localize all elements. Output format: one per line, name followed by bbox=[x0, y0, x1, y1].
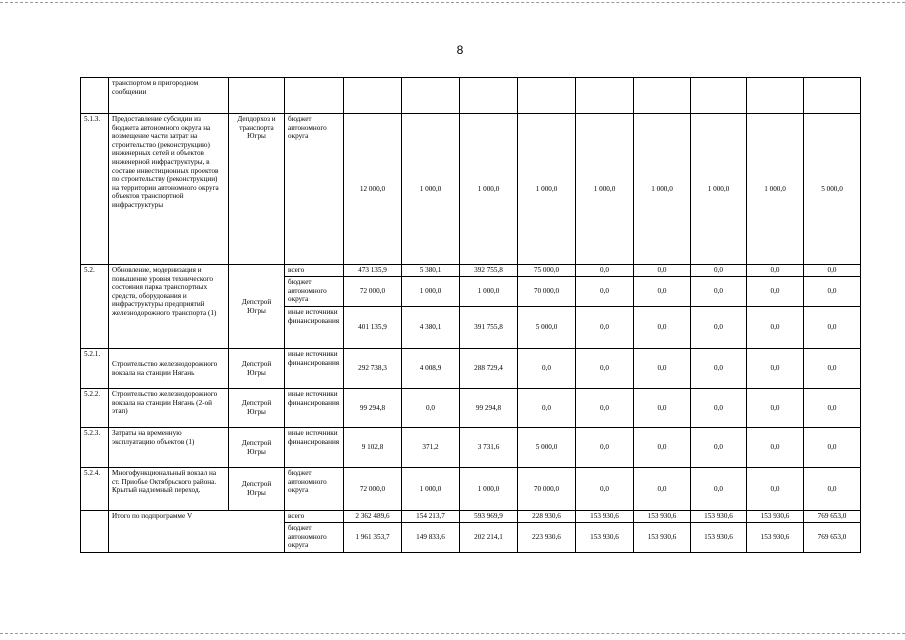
value-year: 1 000,0 bbox=[402, 114, 460, 265]
scan-edge-bottom bbox=[0, 633, 905, 634]
value-year: 0,0 bbox=[691, 265, 747, 277]
value-year: 0,0 bbox=[634, 265, 691, 277]
value-total: 401 135,9 bbox=[344, 307, 402, 349]
table-row-5-2-total bbox=[81, 265, 861, 277]
source-cell: бюджет автономного округа bbox=[285, 277, 344, 307]
value-total: 1 961 353,7 bbox=[344, 523, 402, 553]
source-cell: бюджет автономного округа bbox=[285, 523, 344, 553]
resp-cell bbox=[229, 78, 285, 114]
value-year: 153 930,6 bbox=[747, 511, 804, 523]
resp-cell: Депстрой Югры bbox=[229, 265, 285, 349]
value-period: 0,0 bbox=[804, 389, 861, 428]
value-total: 9 102,8 bbox=[344, 428, 402, 468]
table-row-continuation bbox=[81, 78, 861, 114]
value-year: 5 000,0 bbox=[518, 428, 576, 468]
value-total: 72 000,0 bbox=[344, 468, 402, 511]
value-year: 392 755,8 bbox=[460, 265, 518, 277]
value-year: 1 000,0 bbox=[747, 114, 804, 265]
measure-name-cell: Строительство железнодорожного вокзала на станции Нягань bbox=[109, 349, 229, 389]
value-year: 0,0 bbox=[576, 349, 634, 389]
value-period: 0,0 bbox=[804, 468, 861, 511]
value-year: 1 000,0 bbox=[691, 114, 747, 265]
value-year: 99 294,8 bbox=[460, 389, 518, 428]
value-period: 0,0 bbox=[804, 265, 861, 277]
value-year: 153 930,6 bbox=[576, 523, 634, 553]
value-year: 0,0 bbox=[691, 307, 747, 349]
value-year: 153 930,6 bbox=[691, 523, 747, 553]
page-number: 8 bbox=[456, 43, 464, 57]
source-cell: иные источники финансирования bbox=[285, 307, 344, 349]
value-year: 0,0 bbox=[518, 389, 576, 428]
value-year: 0,0 bbox=[576, 468, 634, 511]
value-year: 223 930,6 bbox=[518, 523, 576, 553]
table-row-5-2-2 bbox=[81, 389, 861, 428]
measure-name-cell: Обновление, модернизация и повышение уровня технического состояния парка транспортных средств, оборудования и инфраструктуры предприятий железнодорожного транспорта (1) bbox=[109, 265, 229, 349]
value-year: 0,0 bbox=[576, 265, 634, 277]
value-year: 0,0 bbox=[402, 389, 460, 428]
source-cell bbox=[285, 78, 344, 114]
measure-name-cell: транспортом в пригородном сообщении bbox=[109, 78, 229, 114]
value-period: 5 000,0 bbox=[804, 114, 861, 265]
value-period: 0,0 bbox=[804, 307, 861, 349]
value-total: 99 294,8 bbox=[344, 389, 402, 428]
code-cell: 5.2. bbox=[81, 265, 109, 349]
value-year: 0,0 bbox=[691, 428, 747, 468]
source-cell: иные источники финансирования bbox=[285, 349, 344, 389]
value-year: 1 000,0 bbox=[634, 114, 691, 265]
value-year: 1 000,0 bbox=[518, 114, 576, 265]
value-year: 0,0 bbox=[691, 468, 747, 511]
value-year: 1 000,0 bbox=[460, 468, 518, 511]
value-year: 0,0 bbox=[747, 349, 804, 389]
value-year: 0,0 bbox=[691, 277, 747, 307]
value-year: 153 930,6 bbox=[634, 523, 691, 553]
value-year: 0,0 bbox=[634, 468, 691, 511]
value-year: 0,0 bbox=[747, 307, 804, 349]
table-row-5-2-4 bbox=[81, 468, 861, 511]
scan-edge-top bbox=[0, 2, 905, 3]
value-year: 0,0 bbox=[634, 428, 691, 468]
code-cell: 5.2.3. bbox=[81, 428, 109, 468]
value-year: 371,2 bbox=[402, 428, 460, 468]
value-year: 1 000,0 bbox=[576, 114, 634, 265]
value-year: 0,0 bbox=[576, 307, 634, 349]
source-cell: всего bbox=[285, 511, 344, 523]
source-cell: бюджет автономного округа bbox=[285, 468, 344, 511]
table-row-5-1-3 bbox=[81, 114, 861, 265]
measure-name-cell: Предоставление субсидии из бюджета автономного округа на возмещение части затрат на строительство (реконструкцию) инженерных сетей и объектов инженерной инфраструктуры, в составе инвестиционных проектов по строительству (реконструкции) на территории автономного округа объектов транспортной инфраструктуры bbox=[109, 114, 229, 265]
code-cell: 5.2.2. bbox=[81, 389, 109, 428]
value-year: 593 969,9 bbox=[460, 511, 518, 523]
value-year: 0,0 bbox=[747, 265, 804, 277]
source-cell: всего bbox=[285, 265, 344, 277]
value-period: 0,0 bbox=[804, 349, 861, 389]
value-year: 288 729,4 bbox=[460, 349, 518, 389]
value-year: 0,0 bbox=[691, 349, 747, 389]
resp-cell: Депстрой Югры bbox=[229, 389, 285, 428]
resp-cell: Депдорхоз и транспорта Югры bbox=[229, 114, 285, 265]
value-year: 70 000,0 bbox=[518, 277, 576, 307]
source-cell: бюджет автономного округа bbox=[285, 114, 344, 265]
value-year: 1 000,0 bbox=[402, 277, 460, 307]
resp-cell: Депстрой Югры bbox=[229, 428, 285, 468]
table-row-total-all bbox=[81, 511, 861, 523]
resp-cell: Депстрой Югры bbox=[229, 349, 285, 389]
value-year: 0,0 bbox=[691, 389, 747, 428]
value-year: 0,0 bbox=[747, 428, 804, 468]
budget-table bbox=[80, 77, 861, 553]
resp-cell: Депстрой Югры bbox=[229, 468, 285, 511]
value-year: 0,0 bbox=[634, 277, 691, 307]
value-period: 769 653,0 bbox=[804, 523, 861, 553]
measure-name-cell: Многофункциональный вокзал на ст. Приобье Октябрьского района. Крытый надземный переход. bbox=[109, 468, 229, 511]
total-label-cell: Итого по подпрограмме V bbox=[109, 511, 285, 553]
source-cell: иные источники финансирования bbox=[285, 428, 344, 468]
value-year: 0,0 bbox=[634, 307, 691, 349]
code-cell bbox=[81, 78, 109, 114]
value-year: 0,0 bbox=[634, 389, 691, 428]
value-total: 2 362 489,6 bbox=[344, 511, 402, 523]
value-year: 0,0 bbox=[576, 428, 634, 468]
value-year: 1 000,0 bbox=[402, 468, 460, 511]
code-cell bbox=[81, 511, 109, 553]
value-year: 4 008,9 bbox=[402, 349, 460, 389]
value-year: 0,0 bbox=[518, 349, 576, 389]
value-year: 3 731,6 bbox=[460, 428, 518, 468]
value-year: 0,0 bbox=[747, 468, 804, 511]
code-cell: 5.1.3. bbox=[81, 114, 109, 265]
value-year: 0,0 bbox=[576, 389, 634, 428]
value-year: 202 214,1 bbox=[460, 523, 518, 553]
value-year: 1 000,0 bbox=[460, 114, 518, 265]
value-year: 0,0 bbox=[747, 277, 804, 307]
value-year: 5 380,1 bbox=[402, 265, 460, 277]
value-year: 391 755,8 bbox=[460, 307, 518, 349]
value-year: 4 380,1 bbox=[402, 307, 460, 349]
value-total: 473 135,9 bbox=[344, 265, 402, 277]
value-year: 1 000,0 bbox=[460, 277, 518, 307]
value-year: 0,0 bbox=[747, 389, 804, 428]
value-total: 72 000,0 bbox=[344, 277, 402, 307]
value-year: 75 000,0 bbox=[518, 265, 576, 277]
value-period: 769 653,0 bbox=[804, 511, 861, 523]
source-cell: иные источники финансирования bbox=[285, 389, 344, 428]
value-year: 149 833,6 bbox=[402, 523, 460, 553]
value-year: 228 930,6 bbox=[518, 511, 576, 523]
value-year: 0,0 bbox=[634, 349, 691, 389]
value-total: 292 738,3 bbox=[344, 349, 402, 389]
value-year: 154 213,7 bbox=[402, 511, 460, 523]
code-cell: 5.2.1. bbox=[81, 349, 109, 389]
value-year: 70 000,0 bbox=[518, 468, 576, 511]
value-total: 12 000,0 bbox=[344, 114, 402, 265]
measure-name-cell: Затраты на временную эксплуатацию объектов (1) bbox=[109, 428, 229, 468]
value-year: 153 930,6 bbox=[634, 511, 691, 523]
value-period: 0,0 bbox=[804, 428, 861, 468]
table-row-5-2-1 bbox=[81, 349, 861, 389]
measure-name-cell: Строительство железнодорожного вокзала на станции Нягань (2-ой этап) bbox=[109, 389, 229, 428]
table-row-5-2-3 bbox=[81, 428, 861, 468]
value-year: 5 000,0 bbox=[518, 307, 576, 349]
value-year: 153 930,6 bbox=[691, 511, 747, 523]
code-cell: 5.2.4. bbox=[81, 468, 109, 511]
value-year: 153 930,6 bbox=[576, 511, 634, 523]
value-year: 0,0 bbox=[576, 277, 634, 307]
value-year: 153 930,6 bbox=[747, 523, 804, 553]
value-period: 0,0 bbox=[804, 277, 861, 307]
